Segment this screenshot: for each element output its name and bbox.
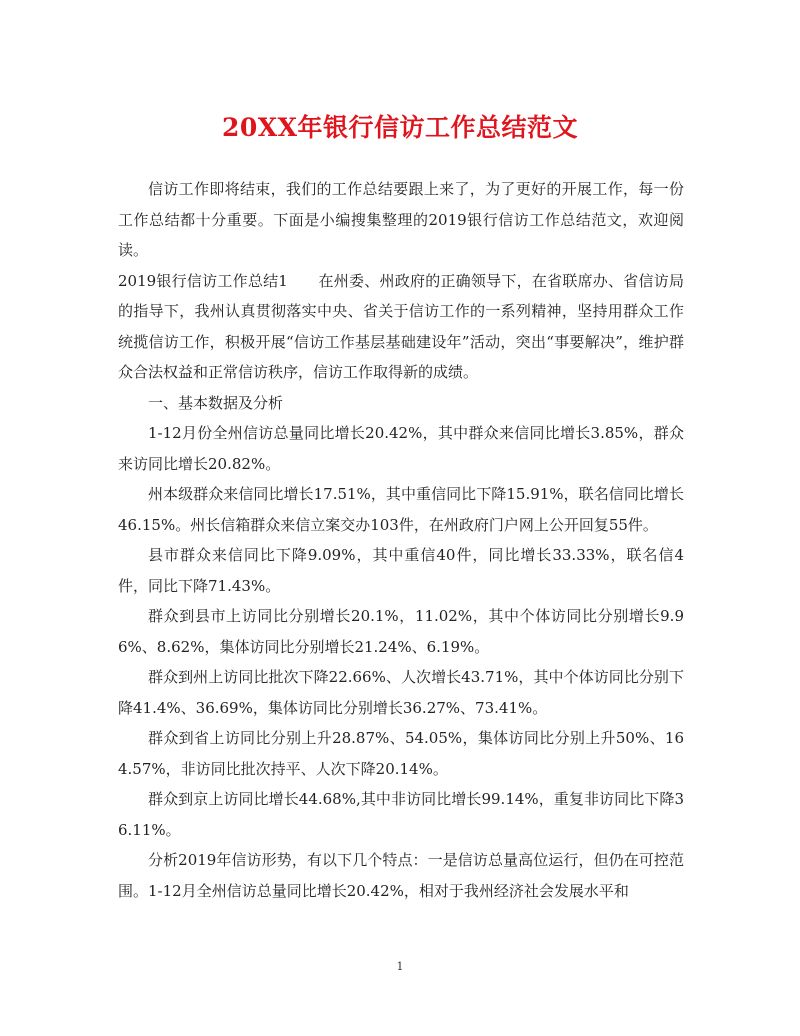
document-body [118, 174, 684, 906]
paragraph-intro: 信访工作即将结束，我们的工作总结要跟上来了，为了更好的开展工作，每一份工作总结都十分重要。下面是小编搜集整理的2019银行信访工作总结范文，欢迎阅读。 [118, 180, 684, 259]
document-title: 20XX年银行信访工作总结范文 [221, 113, 579, 142]
paragraph-analysis: 分析2019年信访形势，有以下几个特点：一是信访总量高位运行，但仍在可控范围。1-12月全州信访总量同比增长20.42%，相对于我州经济社会发展水平和 [118, 851, 684, 900]
paragraph-county-letters: 县市群众来信同比下降9.09%，其中重信40件，同比增长33.33%，联名信4件，同比下降71.43%。 [118, 546, 684, 595]
paragraph-province-visits: 群众到省上访同比分别上升28.87%、54.05%，集体访同比分别上升50%、164.57%，非访同比批次持平、人次下降20.14%。 [118, 729, 684, 778]
paragraph-total-volume: 1-12月份全州信访总量同比增长20.42%，其中群众来信同比增长3.85%，群众来访同比增长20.82%。 [118, 424, 684, 473]
page-number: 1 [396, 960, 404, 973]
paragraph-prefecture-letters: 州本级群众来信同比增长17.51%，其中重信同比下降15.91%，联名信同比增长46.15%。州长信箱群众来信立案交办103件，在州政府门户网上公开回复55件。 [118, 485, 684, 534]
paragraph-county-visits: 群众到县市上访同比分别增长20.1%，11.02%，其中个体访同比分别增长9.96%、8.62%，集体访同比分别增长21.24%、6.19%。 [118, 607, 684, 656]
paragraph-beijing-visits: 群众到京上访同比增长44.68%,其中非访同比增长99.14%，重复非访同比下降36.11%。 [118, 790, 684, 839]
section-heading-basic-data: 一、基本数据及分析 [148, 393, 284, 412]
paragraph-summary-1: 2019银行信访工作总结1 在州委、州政府的正确领导下，在省联席办、省信访局的指导下，我州认真贯彻落实中央、省关于信访工作的一系列精神，坚持用群众工作统揽信访工作，积极开展“信访工作基层基础建设年”活动，突出“事要解决”，维护群众合法权益和正常信访秩序，信访工作取得新的成绩。 [118, 271, 684, 381]
paragraph-prefecture-visits: 群众到州上访同比批次下降22.66%、人次增长43.71%，其中个体访同比分别下降41.4%、36.69%，集体访同比分别增长36.27%、73.41%。 [118, 668, 684, 717]
